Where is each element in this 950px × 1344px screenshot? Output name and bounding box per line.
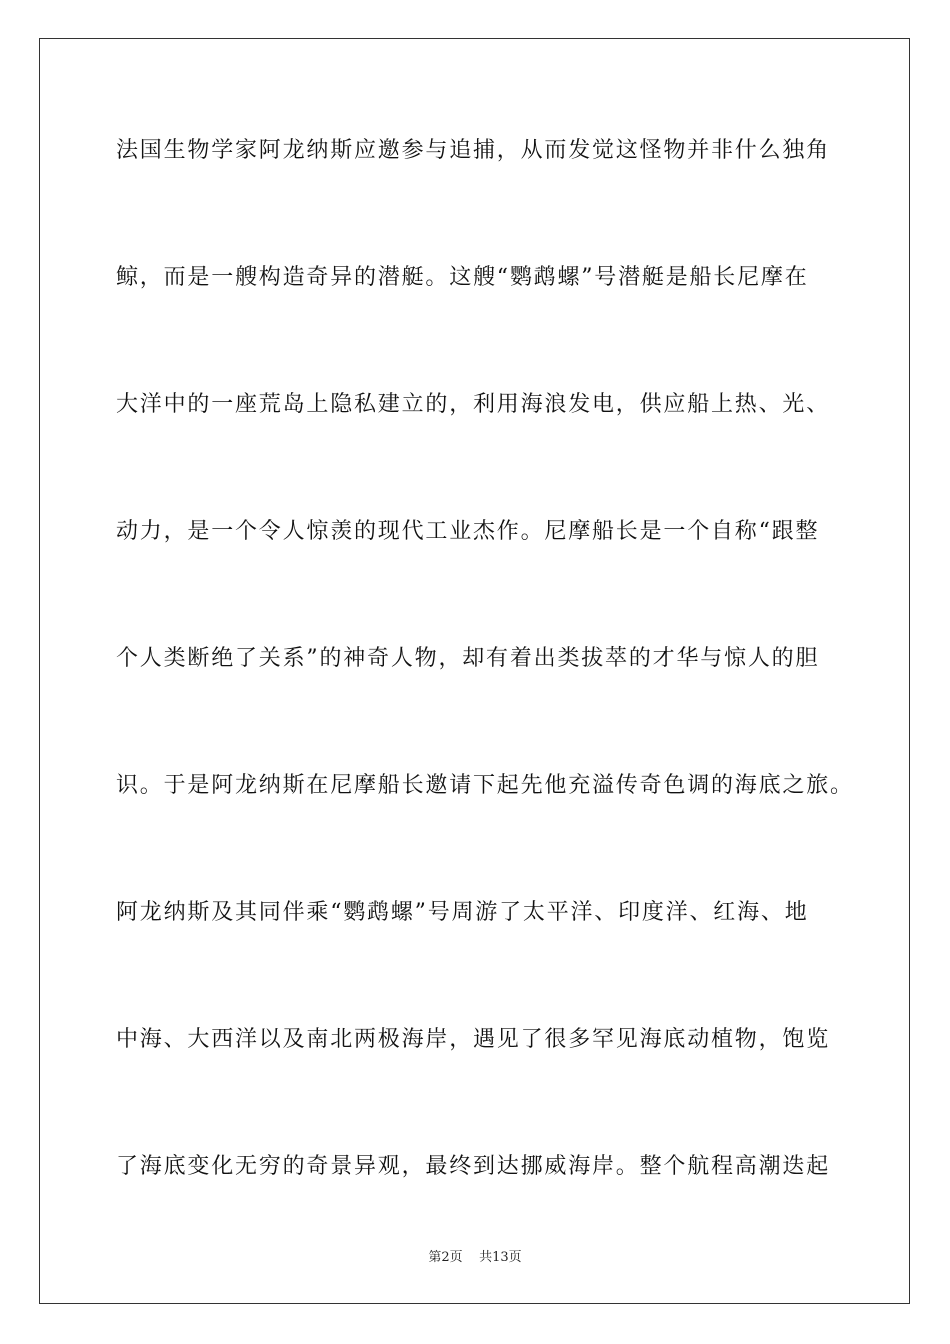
text-line: 动力，是一个令人惊羡的现代工业杰作。尼摩船长是一个自称“跟整 bbox=[116, 519, 820, 544]
text-line: 了海底变化无穷的奇景异观，最终到达挪威海岸。整个航程高潮迭起 bbox=[116, 1154, 831, 1179]
text-line: 鲸，而是一艘构造奇异的潜艇。这艘“鹦鹉螺”号潜艇是船长尼摩在 bbox=[116, 265, 809, 290]
text-line: 识。于是阿龙纳斯在尼摩船长邀请下起先他充溢传奇色调的海底之旅。 bbox=[116, 773, 854, 798]
text-line: 个人类断绝了关系”的神奇人物，却有着出类拔萃的才华与惊人的胆 bbox=[116, 646, 820, 671]
text-line: 大洋中的一座荒岛上隐私建立的，利用海浪发电，供应船上热、光、 bbox=[116, 392, 831, 417]
text-line: 中海、大西洋以及南北两极海岸，遇见了很多罕见海底动植物，饱览 bbox=[116, 1027, 831, 1052]
text-line: 阿龙纳斯及其同伴乘“鹦鹉螺”号周游了太平洋、印度洋、红海、地 bbox=[116, 900, 809, 925]
body-text bbox=[116, 131, 856, 1274]
text-line: 法国生物学家阿龙纳斯应邀参与追捕，从而发觉这怪物并非什么独角 bbox=[116, 138, 831, 163]
page-number-footer: 第2页 共13页 bbox=[428, 1250, 522, 1265]
